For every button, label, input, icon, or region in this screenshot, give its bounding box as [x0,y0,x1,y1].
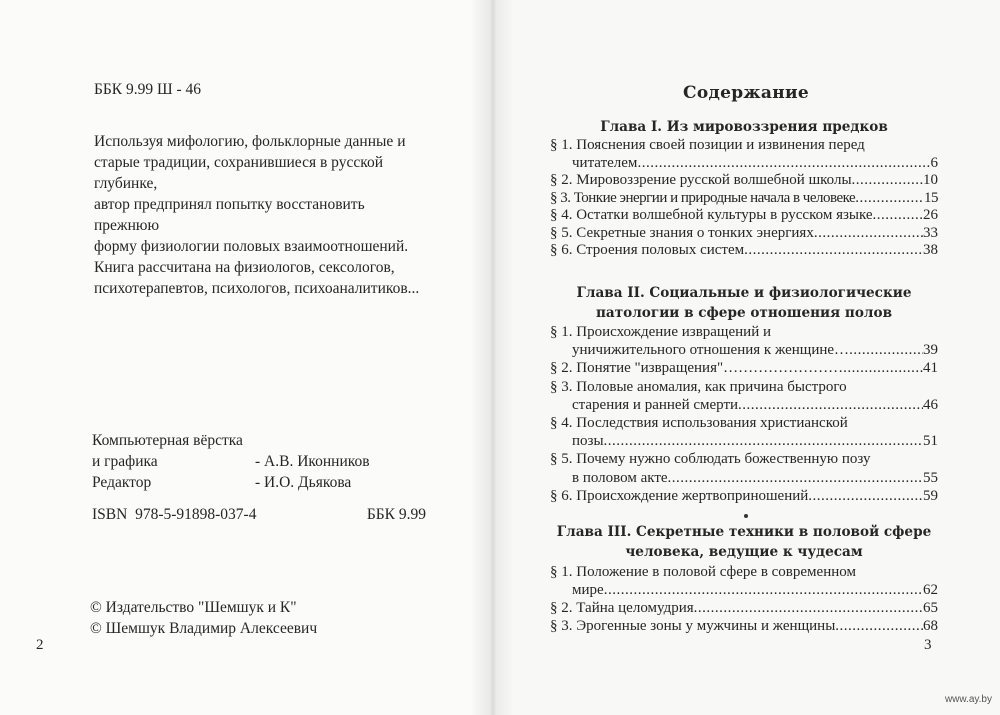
toc-entry-title: уничижительного отношения к женщине… [572,342,850,359]
toc-page-number: 59 [923,487,938,504]
toc-entry-title: § 6. Происхождение жертвоприношений [550,487,809,504]
toc-page-number: 62 [923,582,938,598]
toc-page-number: 33 [923,224,938,241]
isbn: ISBN 978-5-91898-037-4 [92,506,257,523]
toc-entry-title: § 5. Почему нужно соблюдать божественную позу [550,451,871,468]
chapter-3-title [534,522,954,562]
toc-entry[interactable] [550,190,938,208]
bbk-short: ББК 9.99 [366,506,426,523]
toc-entry-title: § 3. Тонкие энергии и природные начала в человеке [550,189,856,206]
toc-entry-title: § 4. Остатки волшебной культуры в русском языке [550,207,873,223]
toc-page-number: 39 [923,342,938,359]
toc-entry-title: § 1. Пояснения своей позиции и извинения перед [550,137,865,153]
leader-dots [849,341,923,359]
leader-dots [694,599,923,617]
toc-entry[interactable] [550,225,938,243]
toc-entry-title: § 6. Строения половых систем [550,242,745,258]
toc-entry-title: § 1. Происхождение извращений и [550,324,772,340]
toc-entry[interactable] [550,617,938,635]
chapter-title-line: человека, ведущие к чудесам [625,544,863,560]
copyright-publisher: © Издательство "Шемшук и К" [90,599,297,616]
copyright-author: © Шемшук Владимир Алексеевич [90,620,318,637]
chapter-title-line: патологии в сфере отношения полов [595,305,893,321]
right-page [492,0,1000,715]
chapter-1-entries [550,137,938,260]
annotation-line: автор предпринял попытку восстановить прежнюю [94,196,365,234]
toc-page-number: 51 [923,433,938,450]
annotation-line: Используя мифологию, фольклорные данные и [94,133,406,150]
toc-entry-title: § 1. Положение в половой сфере в современном [550,564,856,580]
print-speck [744,514,748,518]
toc-entry[interactable] [550,207,938,225]
toc-page-number: 65 [923,600,938,616]
toc-entry-title: мире [572,582,604,598]
toc-entry[interactable] [550,242,938,260]
toc-entry-title: § 5. Секретные знания о тонких энергиях [550,224,814,241]
annotation-line: Книга рассчитана на физиологов, сексологов, [94,259,395,276]
toc-entry[interactable] [550,359,938,377]
chapter-title-line: Глава III. Секретные техники в половой сфере [556,524,932,540]
toc-entry-title: § 3. Эрогенные зоны у мужчины и женщины [550,618,836,634]
leader-dots [855,190,924,208]
credit-row [92,472,352,493]
toc-page-number: 10 [923,172,938,188]
leader-dots [852,172,923,190]
leader-dots [843,359,923,377]
leader-dots [808,487,923,505]
annotation-line: старые традиции, сохранившиеся в русской глубинке, [94,154,383,192]
credit-role: и графика [92,453,158,470]
chapter-1-title [544,117,944,137]
leader-dots [744,242,923,260]
toc-entry[interactable] [550,323,938,359]
annotation-line: форму физиологии половых взаимоотношений. [94,238,409,255]
page-number-left: 2 [36,637,44,653]
annotation-line: психотерапевтов, психологов, психоаналитиков... [94,280,420,297]
toc-entry-title: позы [572,433,604,450]
toc-entry-title: § 3. Половые аномалия, как причина быстрого [550,378,847,395]
watermark: www.ay.by [944,694,992,705]
leader-dots [604,581,923,599]
left-page [0,0,492,715]
toc-entry[interactable] [550,172,938,190]
toc-entry[interactable] [550,563,938,599]
chapter-title-line: Глава II. Социальные и физиологические [576,285,912,301]
credit-row [92,430,243,451]
toc-page-number: 6 [930,154,938,171]
toc-page-number: 46 [923,396,938,413]
page-number-right: 3 [924,637,932,653]
credit-role: Компьютерная вёрстка [92,432,243,449]
toc-page-number: 38 [923,242,938,258]
credit-role: Редактор [92,474,152,491]
toc-page-number: 68 [923,618,938,634]
leader-dots [668,469,923,487]
toc-title: Содержание [683,83,809,103]
toc-entry[interactable] [550,378,938,414]
toc-entry-title: § 2. Понятие "извращения"…………………… [550,360,844,377]
leader-dots [604,432,923,450]
leader-dots [835,617,923,635]
chapter-2-entries [550,323,938,505]
toc-page-number: 15 [924,189,938,206]
toc-entry[interactable] [550,414,938,450]
leader-dots [873,207,923,225]
leader-dots [637,155,930,173]
isbn-row [92,506,426,524]
toc-entry-title: старения и ранней смерти [572,396,739,413]
toc-page-number: 26 [923,207,938,223]
chapter-3-entries [550,563,938,635]
toc-entry[interactable] [550,487,938,505]
toc-page-number: 55 [923,469,938,486]
toc-entry-title: читателем [572,154,638,171]
credit-name: - А.В. Иконников [255,453,370,470]
toc-entry-title: § 2. Тайна целомудрия [550,600,694,616]
toc-page-number: 41 [923,360,938,377]
toc-entry[interactable] [550,450,938,486]
toc-entry[interactable] [550,137,938,172]
chapter-title-line: Глава I. Из мировоззрения предков [600,119,888,135]
toc-entry-title: § 2. Мировоззрение русской волшебной школы [550,172,852,188]
leader-dots [738,396,923,414]
bbk-code: ББК 9.99 Ш - 46 [94,81,202,98]
leader-dots [814,225,923,243]
copyright-block [90,597,317,639]
credits-block [92,430,370,493]
credit-row [92,451,370,472]
chapter-2-title [544,283,944,323]
toc-entry-title: в половом акте [572,469,668,486]
toc-entry-title: § 4. Последствия использования христианской [550,415,848,432]
book-annotation [94,131,424,299]
credit-name: - И.О. Дьякова [255,474,352,491]
toc-entry[interactable] [550,599,938,617]
